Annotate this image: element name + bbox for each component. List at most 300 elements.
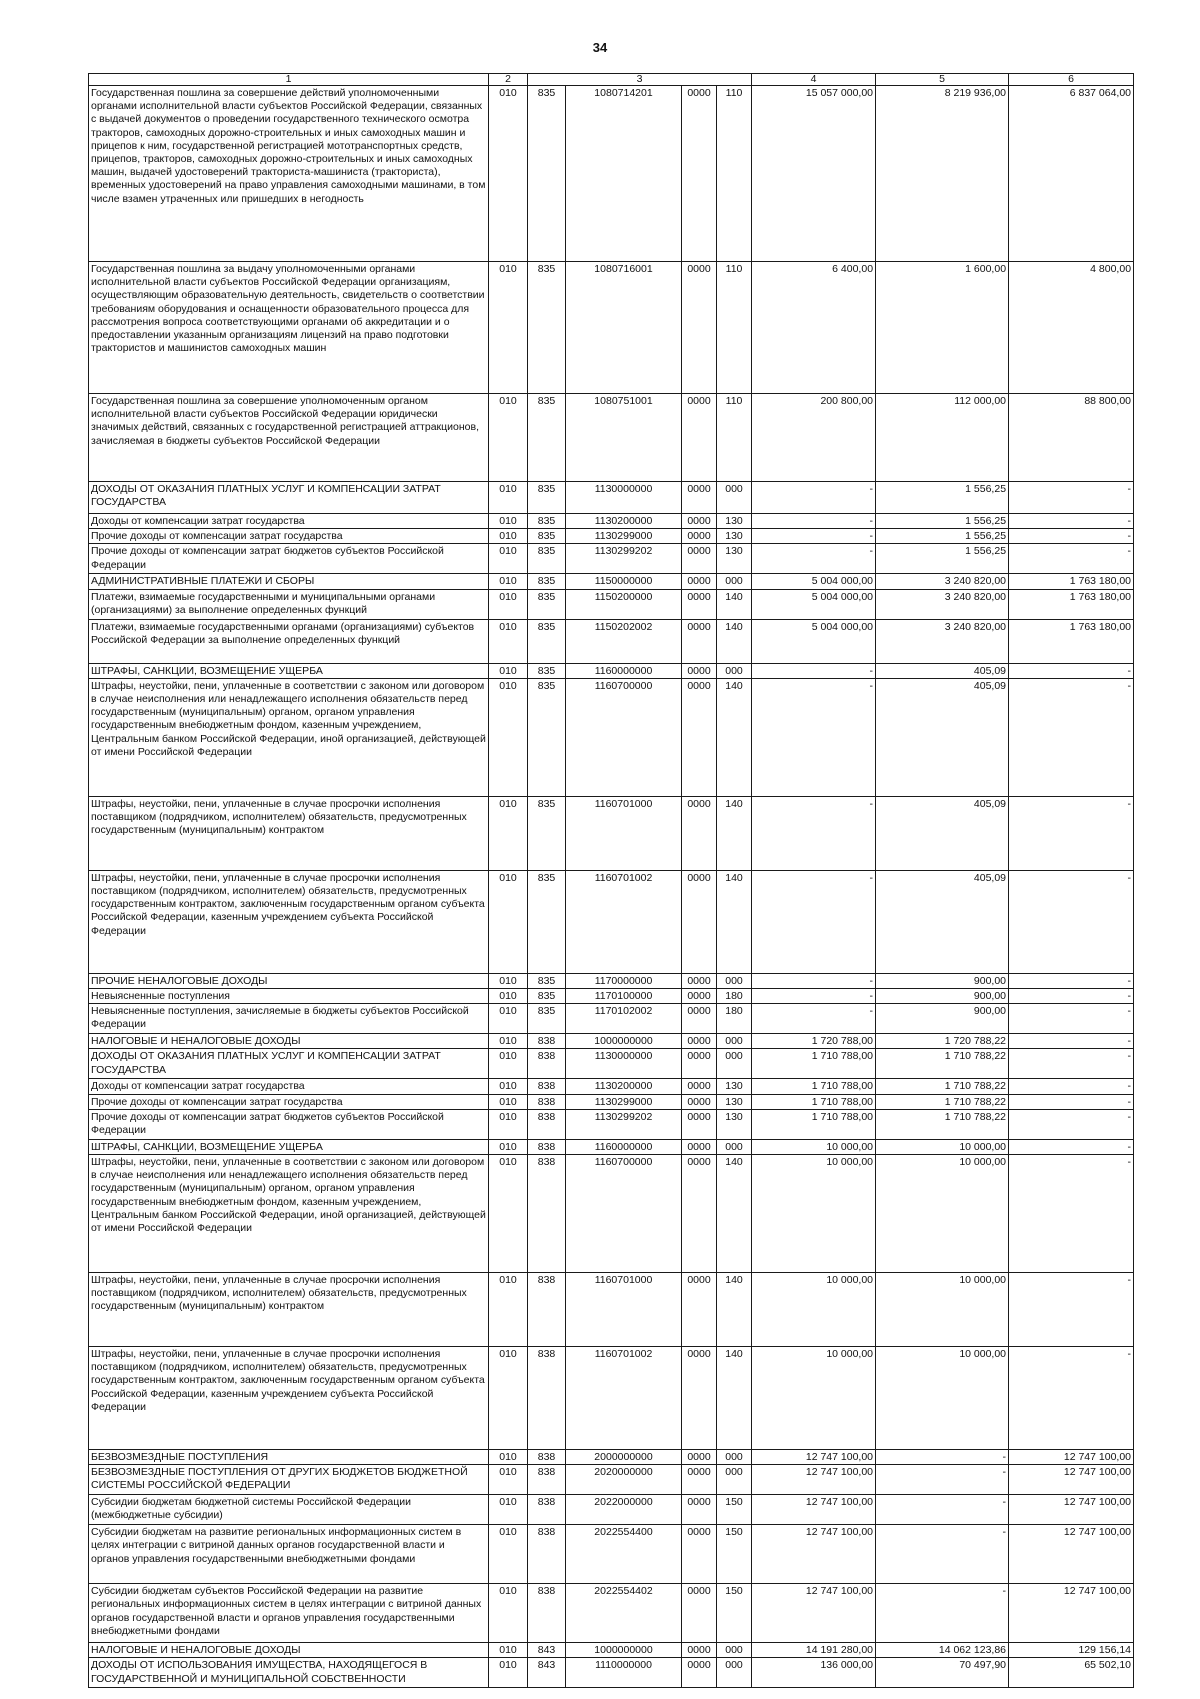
- row-amount-remaining-cell: -: [1009, 1079, 1134, 1094]
- table-row: [89, 870, 1134, 973]
- row-code-c-cell: 2022554402: [566, 1584, 682, 1643]
- row-code-a-cell: 010: [489, 1643, 528, 1658]
- row-amount-executed-cell: 10 000,00: [876, 1155, 1009, 1273]
- row-code-a-cell: 010: [489, 1273, 528, 1347]
- row-name-cell: Прочие доходы от компенсации затрат бюджетов субъектов Российской Федерации: [89, 544, 489, 574]
- table-row: [89, 678, 1134, 796]
- row-amount-remaining-cell: -: [1009, 482, 1134, 514]
- row-amount-approved-cell: 15 057 000,00: [752, 86, 876, 262]
- table-row: [89, 1139, 1134, 1154]
- row-amount-approved-cell: -: [752, 514, 876, 529]
- row-amount-executed-cell: -: [876, 1465, 1009, 1495]
- row-amount-approved-cell: 10 000,00: [752, 1273, 876, 1347]
- table-row: [89, 1465, 1134, 1495]
- row-code-a-cell: 010: [489, 1525, 528, 1584]
- row-amount-remaining-cell: 88 800,00: [1009, 394, 1134, 482]
- row-code-b-cell: 835: [528, 514, 566, 529]
- header-cell-1: 1: [89, 74, 489, 86]
- row-code-b-cell: 838: [528, 1049, 566, 1079]
- row-code-e-cell: 150: [717, 1525, 752, 1584]
- row-amount-executed-cell: 1 710 788,22: [876, 1079, 1009, 1094]
- row-amount-executed-cell: -: [876, 1525, 1009, 1584]
- row-code-c-cell: 1080751001: [566, 394, 682, 482]
- row-code-e-cell: 000: [717, 1034, 752, 1049]
- row-name-cell: ДОХОДЫ ОТ ОКАЗАНИЯ ПЛАТНЫХ УСЛУГ И КОМПЕНСАЦИИ ЗАТРАТ ГОСУДАРСТВА: [89, 1049, 489, 1079]
- row-name-cell: Доходы от компенсации затрат государства: [89, 1079, 489, 1094]
- row-code-e-cell: 130: [717, 1094, 752, 1109]
- row-code-a-cell: 010: [489, 1658, 528, 1688]
- row-code-c-cell: 1160701000: [566, 1273, 682, 1347]
- row-code-e-cell: 130: [717, 514, 752, 529]
- row-code-d-cell: 0000: [682, 678, 717, 796]
- row-amount-approved-cell: -: [752, 663, 876, 678]
- row-name-cell: ПРОЧИЕ НЕНАЛОГОВЫЕ ДОХОДЫ: [89, 973, 489, 988]
- row-code-b-cell: 835: [528, 262, 566, 394]
- row-amount-approved-cell: -: [752, 544, 876, 574]
- row-code-d-cell: 0000: [682, 529, 717, 544]
- row-code-e-cell: 140: [717, 1347, 752, 1450]
- row-amount-executed-cell: 1 720 788,22: [876, 1034, 1009, 1049]
- row-code-a-cell: 010: [489, 262, 528, 394]
- row-code-e-cell: 000: [717, 1139, 752, 1154]
- row-code-d-cell: 0000: [682, 86, 717, 262]
- row-amount-remaining-cell: 12 747 100,00: [1009, 1450, 1134, 1465]
- row-code-d-cell: 0000: [682, 1273, 717, 1347]
- row-code-d-cell: 0000: [682, 1004, 717, 1034]
- row-amount-approved-cell: 12 747 100,00: [752, 1465, 876, 1495]
- row-code-a-cell: 010: [489, 1584, 528, 1643]
- row-name-cell: Субсидии бюджетам субъектов Российской Федерации на развитие региональных информационных систем в целях интеграции с витриной данных органов государственной власти и органов управления государственными внебюджетными фондами: [89, 1584, 489, 1643]
- table-row: [89, 989, 1134, 1004]
- table-row: [89, 1347, 1134, 1450]
- row-amount-executed-cell: 70 497,90: [876, 1658, 1009, 1688]
- row-code-d-cell: 0000: [682, 1139, 717, 1154]
- row-code-d-cell: 0000: [682, 1155, 717, 1273]
- table-row: [89, 1079, 1134, 1094]
- row-code-a-cell: 010: [489, 1465, 528, 1495]
- row-code-e-cell: 000: [717, 1450, 752, 1465]
- row-code-d-cell: 0000: [682, 1584, 717, 1643]
- row-code-a-cell: 010: [489, 514, 528, 529]
- row-name-cell: Невыясненные поступления, зачисляемые в бюджеты субъектов Российской Федерации: [89, 1004, 489, 1034]
- row-amount-executed-cell: 1 710 788,22: [876, 1049, 1009, 1079]
- row-code-a-cell: 010: [489, 989, 528, 1004]
- row-amount-remaining-cell: -: [1009, 796, 1134, 870]
- row-amount-approved-cell: -: [752, 973, 876, 988]
- row-code-d-cell: 0000: [682, 574, 717, 589]
- row-name-cell: Государственная пошлина за выдачу уполномоченными органами исполнительной власти субъектов Российской Федерации организациям, осуществляющим образовательную деятельность, свидетельств о соответствии требованиям оборудования и оснащенности образовательного процесса для рассмотрения вопроса соответствующими органами об аккредитации и о предоставлении указанным организациям лицензий на право подготовки трактористов и машинистов самоходных машин: [89, 262, 489, 394]
- row-code-c-cell: 1170100000: [566, 989, 682, 1004]
- header-cell-2: 2: [489, 74, 528, 86]
- row-amount-approved-cell: 12 747 100,00: [752, 1584, 876, 1643]
- row-code-a-cell: 010: [489, 663, 528, 678]
- row-code-d-cell: 0000: [682, 1450, 717, 1465]
- row-amount-remaining-cell: -: [1009, 1347, 1134, 1450]
- row-code-c-cell: 1150200000: [566, 589, 682, 619]
- row-amount-approved-cell: 5 004 000,00: [752, 574, 876, 589]
- row-code-a-cell: 010: [489, 870, 528, 973]
- row-amount-remaining-cell: -: [1009, 1155, 1134, 1273]
- row-amount-remaining-cell: 12 747 100,00: [1009, 1495, 1134, 1525]
- row-code-a-cell: 010: [489, 796, 528, 870]
- row-code-a-cell: 010: [489, 973, 528, 988]
- row-amount-remaining-cell: -: [1009, 529, 1134, 544]
- row-amount-executed-cell: -: [876, 1450, 1009, 1465]
- row-code-b-cell: 838: [528, 1584, 566, 1643]
- row-amount-approved-cell: 5 004 000,00: [752, 589, 876, 619]
- table-row: [89, 619, 1134, 663]
- row-code-e-cell: 000: [717, 663, 752, 678]
- table-row: [89, 1584, 1134, 1643]
- row-code-e-cell: 000: [717, 482, 752, 514]
- row-code-e-cell: 140: [717, 870, 752, 973]
- row-amount-remaining-cell: 12 747 100,00: [1009, 1525, 1134, 1584]
- row-name-cell: ШТРАФЫ, САНКЦИИ, ВОЗМЕЩЕНИЕ УЩЕРБА: [89, 1139, 489, 1154]
- row-name-cell: Штрафы, неустойки, пени, уплаченные в случае просрочки исполнения поставщиком (подрядчиком, исполнителем) обязательств, предусмотренных государственным (муниципальным) контрактом: [89, 796, 489, 870]
- row-code-b-cell: 838: [528, 1139, 566, 1154]
- table-row: [89, 796, 1134, 870]
- table-row: [89, 1525, 1134, 1584]
- row-name-cell: Штрафы, неустойки, пени, уплаченные в случае просрочки исполнения поставщиком (подрядчиком, исполнителем) обязательств, предусмотренных государственным (муниципальным) контрактом: [89, 1273, 489, 1347]
- row-amount-remaining-cell: -: [1009, 1109, 1134, 1139]
- row-code-e-cell: 150: [717, 1584, 752, 1643]
- table-row: [89, 1004, 1134, 1034]
- row-code-a-cell: 010: [489, 529, 528, 544]
- row-code-c-cell: 1080716001: [566, 262, 682, 394]
- row-name-cell: НАЛОГОВЫЕ И НЕНАЛОГОВЫЕ ДОХОДЫ: [89, 1034, 489, 1049]
- row-code-e-cell: 000: [717, 574, 752, 589]
- row-code-e-cell: 180: [717, 989, 752, 1004]
- row-amount-remaining-cell: -: [1009, 544, 1134, 574]
- row-amount-remaining-cell: 4 800,00: [1009, 262, 1134, 394]
- row-amount-approved-cell: 10 000,00: [752, 1139, 876, 1154]
- row-amount-executed-cell: 900,00: [876, 1004, 1009, 1034]
- row-code-a-cell: 010: [489, 482, 528, 514]
- row-code-d-cell: 0000: [682, 482, 717, 514]
- row-code-c-cell: 1000000000: [566, 1643, 682, 1658]
- row-amount-remaining-cell: 12 747 100,00: [1009, 1465, 1134, 1495]
- row-code-c-cell: 1080714201: [566, 86, 682, 262]
- row-code-b-cell: 835: [528, 482, 566, 514]
- row-code-a-cell: 010: [489, 1049, 528, 1079]
- row-amount-executed-cell: 405,09: [876, 796, 1009, 870]
- row-code-a-cell: 010: [489, 1004, 528, 1034]
- row-amount-approved-cell: 5 004 000,00: [752, 619, 876, 663]
- row-code-b-cell: 843: [528, 1658, 566, 1688]
- row-name-cell: АДМИНИСТРАТИВНЫЕ ПЛАТЕЖИ И СБОРЫ: [89, 574, 489, 589]
- row-code-b-cell: 838: [528, 1465, 566, 1495]
- row-amount-executed-cell: 3 240 820,00: [876, 574, 1009, 589]
- row-code-e-cell: 110: [717, 394, 752, 482]
- row-code-d-cell: 0000: [682, 1079, 717, 1094]
- row-amount-executed-cell: 112 000,00: [876, 394, 1009, 482]
- row-code-d-cell: 0000: [682, 796, 717, 870]
- page-number: 34: [592, 40, 608, 55]
- row-code-a-cell: 010: [489, 1347, 528, 1450]
- row-code-c-cell: 1160701002: [566, 1347, 682, 1450]
- row-amount-remaining-cell: 6 837 064,00: [1009, 86, 1134, 262]
- row-code-d-cell: 0000: [682, 1049, 717, 1079]
- header-cell-4: 4: [752, 74, 876, 86]
- row-amount-approved-cell: 200 800,00: [752, 394, 876, 482]
- row-code-b-cell: 835: [528, 870, 566, 973]
- row-code-e-cell: 150: [717, 1495, 752, 1525]
- table-row: [89, 529, 1134, 544]
- row-code-c-cell: 1150000000: [566, 574, 682, 589]
- row-code-d-cell: 0000: [682, 262, 717, 394]
- row-amount-executed-cell: 1 556,25: [876, 482, 1009, 514]
- row-name-cell: Прочие доходы от компенсации затрат бюджетов субъектов Российской Федерации: [89, 1109, 489, 1139]
- row-code-d-cell: 0000: [682, 514, 717, 529]
- row-code-b-cell: 835: [528, 663, 566, 678]
- row-amount-remaining-cell: -: [1009, 514, 1134, 529]
- row-name-cell: БЕЗВОЗМЕЗДНЫЕ ПОСТУПЛЕНИЯ: [89, 1450, 489, 1465]
- row-code-b-cell: 838: [528, 1034, 566, 1049]
- row-amount-approved-cell: -: [752, 870, 876, 973]
- row-code-a-cell: 010: [489, 394, 528, 482]
- header-cell-3: 3: [528, 74, 752, 86]
- row-code-a-cell: 010: [489, 1034, 528, 1049]
- row-code-a-cell: 010: [489, 1495, 528, 1525]
- row-amount-approved-cell: 1 710 788,00: [752, 1109, 876, 1139]
- row-amount-approved-cell: -: [752, 678, 876, 796]
- row-code-e-cell: 140: [717, 1273, 752, 1347]
- row-code-d-cell: 0000: [682, 989, 717, 1004]
- table-row: [89, 86, 1134, 262]
- table-row: [89, 1034, 1134, 1049]
- row-amount-executed-cell: 14 062 123,86: [876, 1643, 1009, 1658]
- table-body: [89, 86, 1134, 1688]
- table-row: [89, 663, 1134, 678]
- row-amount-remaining-cell: -: [1009, 1034, 1134, 1049]
- table-row: [89, 1658, 1134, 1688]
- row-code-e-cell: 140: [717, 1155, 752, 1273]
- row-amount-executed-cell: 1 556,25: [876, 529, 1009, 544]
- row-amount-remaining-cell: -: [1009, 663, 1134, 678]
- row-amount-remaining-cell: -: [1009, 1049, 1134, 1079]
- row-name-cell: Невыясненные поступления: [89, 989, 489, 1004]
- revenue-table: [88, 73, 1134, 1688]
- row-code-c-cell: 1160701002: [566, 870, 682, 973]
- row-code-d-cell: 0000: [682, 619, 717, 663]
- row-name-cell: Государственная пошлина за совершение действий уполномоченными органами исполнительной власти субъектов Российской Федерации, связанных с выдачей документов о проведении государственного технического осмотра тракторов, самоходных дорожно-строительных и иных самоходных машин и прицепов к ним, государственной регистрацией мототранспортных средств, прицепов, тракторов, самоходных дорожно-строительных и иных самоходных машин, выдачей удостоверений тракториста-машиниста (тракториста), временных удостоверений на право управления самоходными машинами, в том числе взамен утраченных или пришедших в негодность: [89, 86, 489, 262]
- row-name-cell: Прочие доходы от компенсации затрат государства: [89, 1094, 489, 1109]
- table-row: [89, 589, 1134, 619]
- row-code-d-cell: 0000: [682, 1525, 717, 1584]
- table-row: [89, 1643, 1134, 1658]
- row-amount-remaining-cell: 1 763 180,00: [1009, 589, 1134, 619]
- row-code-a-cell: 010: [489, 86, 528, 262]
- row-code-e-cell: 130: [717, 529, 752, 544]
- row-code-c-cell: 1130200000: [566, 514, 682, 529]
- row-amount-executed-cell: 405,09: [876, 870, 1009, 973]
- row-amount-executed-cell: -: [876, 1584, 1009, 1643]
- row-code-e-cell: 130: [717, 1079, 752, 1094]
- row-amount-executed-cell: 1 556,25: [876, 544, 1009, 574]
- row-amount-remaining-cell: -: [1009, 989, 1134, 1004]
- row-code-c-cell: 1130000000: [566, 1049, 682, 1079]
- row-code-c-cell: 2022000000: [566, 1495, 682, 1525]
- row-code-c-cell: 1000000000: [566, 1034, 682, 1049]
- row-code-b-cell: 838: [528, 1495, 566, 1525]
- row-code-b-cell: 835: [528, 1004, 566, 1034]
- table-row: [89, 394, 1134, 482]
- row-amount-approved-cell: -: [752, 529, 876, 544]
- row-code-e-cell: 000: [717, 1643, 752, 1658]
- row-amount-approved-cell: 1 720 788,00: [752, 1034, 876, 1049]
- row-code-a-cell: 010: [489, 1450, 528, 1465]
- row-name-cell: Штрафы, неустойки, пени, уплаченные в случае просрочки исполнения поставщиком (подрядчиком, исполнителем) обязательств, предусмотренных государственным контрактом, заключенным государственным органом субъекта Российской Федерации, казенным учреждением субъекта Российской Федерации: [89, 870, 489, 973]
- row-code-b-cell: 838: [528, 1109, 566, 1139]
- row-name-cell: Субсидии бюджетам бюджетной системы Российской Федерации (межбюджетные субсидии): [89, 1495, 489, 1525]
- row-amount-remaining-cell: -: [1009, 1094, 1134, 1109]
- row-code-b-cell: 835: [528, 544, 566, 574]
- row-code-c-cell: 2022554400: [566, 1525, 682, 1584]
- row-amount-approved-cell: -: [752, 1004, 876, 1034]
- row-amount-remaining-cell: -: [1009, 973, 1134, 988]
- row-amount-executed-cell: 1 556,25: [876, 514, 1009, 529]
- row-code-a-cell: 010: [489, 1155, 528, 1273]
- row-code-b-cell: 835: [528, 394, 566, 482]
- header-cell-6: 6: [1009, 74, 1134, 86]
- row-amount-executed-cell: 10 000,00: [876, 1139, 1009, 1154]
- row-name-cell: ДОХОДЫ ОТ ИСПОЛЬЗОВАНИЯ ИМУЩЕСТВА, НАХОДЯЩЕГОСЯ В ГОСУДАРСТВЕННОЙ И МУНИЦИПАЛЬНОЙ СОБСТВЕННОСТИ: [89, 1658, 489, 1688]
- row-code-c-cell: 1130299000: [566, 529, 682, 544]
- row-amount-approved-cell: 1 710 788,00: [752, 1049, 876, 1079]
- row-amount-executed-cell: 1 600,00: [876, 262, 1009, 394]
- row-code-c-cell: 1110000000: [566, 1658, 682, 1688]
- table-row: [89, 262, 1134, 394]
- row-amount-approved-cell: 136 000,00: [752, 1658, 876, 1688]
- table-row: [89, 1109, 1134, 1139]
- row-code-b-cell: 835: [528, 574, 566, 589]
- row-code-b-cell: 835: [528, 86, 566, 262]
- row-amount-remaining-cell: 129 156,14: [1009, 1643, 1134, 1658]
- row-code-a-cell: 010: [489, 1139, 528, 1154]
- row-code-b-cell: 838: [528, 1273, 566, 1347]
- row-amount-executed-cell: 10 000,00: [876, 1273, 1009, 1347]
- row-name-cell: НАЛОГОВЫЕ И НЕНАЛОГОВЫЕ ДОХОДЫ: [89, 1643, 489, 1658]
- row-amount-approved-cell: -: [752, 482, 876, 514]
- row-code-e-cell: 180: [717, 1004, 752, 1034]
- row-amount-approved-cell: 12 747 100,00: [752, 1525, 876, 1584]
- row-code-c-cell: 1160700000: [566, 678, 682, 796]
- row-amount-approved-cell: 6 400,00: [752, 262, 876, 394]
- row-name-cell: Штрафы, неустойки, пени, уплаченные в случае просрочки исполнения поставщиком (подрядчиком, исполнителем) обязательств, предусмотренных государственным контрактом, заключенным государственным органом субъекта Российской Федерации, казенным учреждением субъекта Российской Федерации: [89, 1347, 489, 1450]
- row-code-e-cell: 140: [717, 678, 752, 796]
- row-amount-approved-cell: -: [752, 796, 876, 870]
- row-code-c-cell: 1160700000: [566, 1155, 682, 1273]
- row-code-b-cell: 838: [528, 1094, 566, 1109]
- row-amount-executed-cell: 8 219 936,00: [876, 86, 1009, 262]
- table-row: [89, 574, 1134, 589]
- row-amount-executed-cell: 1 710 788,22: [876, 1109, 1009, 1139]
- row-code-d-cell: 0000: [682, 1495, 717, 1525]
- row-amount-executed-cell: 900,00: [876, 989, 1009, 1004]
- row-code-d-cell: 0000: [682, 544, 717, 574]
- row-amount-approved-cell: 1 710 788,00: [752, 1094, 876, 1109]
- row-code-a-cell: 010: [489, 574, 528, 589]
- row-code-e-cell: 000: [717, 1658, 752, 1688]
- row-code-d-cell: 0000: [682, 1347, 717, 1450]
- row-name-cell: Субсидии бюджетам на развитие региональных информационных систем в целях интеграции с витриной данных органов государственной власти и органов управления государственными внебюджетными фондами: [89, 1525, 489, 1584]
- row-code-a-cell: 010: [489, 1079, 528, 1094]
- row-code-e-cell: 140: [717, 619, 752, 663]
- row-code-d-cell: 0000: [682, 394, 717, 482]
- table-row: [89, 1155, 1134, 1273]
- row-amount-approved-cell: 14 191 280,00: [752, 1643, 876, 1658]
- row-code-c-cell: 1160701000: [566, 796, 682, 870]
- row-code-e-cell: 000: [717, 1465, 752, 1495]
- row-code-a-cell: 010: [489, 678, 528, 796]
- table-row: [89, 1273, 1134, 1347]
- row-code-b-cell: 835: [528, 678, 566, 796]
- header-cell-5: 5: [876, 74, 1009, 86]
- row-code-e-cell: 000: [717, 1049, 752, 1079]
- row-amount-remaining-cell: -: [1009, 678, 1134, 796]
- row-code-e-cell: 130: [717, 1109, 752, 1139]
- row-code-d-cell: 0000: [682, 973, 717, 988]
- row-code-d-cell: 0000: [682, 1094, 717, 1109]
- row-code-c-cell: 1130200000: [566, 1079, 682, 1094]
- row-code-d-cell: 0000: [682, 1109, 717, 1139]
- row-amount-approved-cell: 12 747 100,00: [752, 1495, 876, 1525]
- row-code-d-cell: 0000: [682, 1643, 717, 1658]
- row-code-c-cell: 1130000000: [566, 482, 682, 514]
- row-code-a-cell: 010: [489, 544, 528, 574]
- row-amount-remaining-cell: 12 747 100,00: [1009, 1584, 1134, 1643]
- row-code-b-cell: 838: [528, 1525, 566, 1584]
- table-row: [89, 973, 1134, 988]
- row-code-e-cell: 140: [717, 796, 752, 870]
- row-code-c-cell: 1130299000: [566, 1094, 682, 1109]
- row-amount-approved-cell: -: [752, 989, 876, 1004]
- table-row: [89, 1094, 1134, 1109]
- row-code-d-cell: 0000: [682, 663, 717, 678]
- row-name-cell: Штрафы, неустойки, пени, уплаченные в соответствии с законом или договором в случае неисполнения или ненадлежащего исполнения обязательств перед государственным (муниципальным) органом, органом управления государственным внебюджетным фондом, казенным учреждением, Центральным банком Российской Федерации, иной организацией, действующей от имени Российской Федерации: [89, 1155, 489, 1273]
- row-amount-remaining-cell: 1 763 180,00: [1009, 619, 1134, 663]
- column-number-header-row: [89, 74, 1134, 86]
- row-amount-approved-cell: 10 000,00: [752, 1347, 876, 1450]
- row-code-a-cell: 010: [489, 619, 528, 663]
- row-amount-executed-cell: 10 000,00: [876, 1347, 1009, 1450]
- table-row: [89, 1495, 1134, 1525]
- row-code-b-cell: 838: [528, 1450, 566, 1465]
- row-code-d-cell: 0000: [682, 870, 717, 973]
- row-code-b-cell: 835: [528, 989, 566, 1004]
- row-code-c-cell: 1130299202: [566, 1109, 682, 1139]
- table-row: [89, 544, 1134, 574]
- row-code-e-cell: 110: [717, 262, 752, 394]
- row-name-cell: Платежи, взимаемые государственными органами (организациями) субъектов Российской Федерации за выполнение определенных функций: [89, 619, 489, 663]
- row-code-b-cell: 838: [528, 1347, 566, 1450]
- row-code-b-cell: 835: [528, 589, 566, 619]
- row-code-e-cell: 110: [717, 86, 752, 262]
- table-row: [89, 1450, 1134, 1465]
- row-code-a-cell: 010: [489, 1109, 528, 1139]
- table-row: [89, 514, 1134, 529]
- row-code-c-cell: 1130299202: [566, 544, 682, 574]
- row-amount-remaining-cell: -: [1009, 1139, 1134, 1154]
- row-amount-executed-cell: 1 710 788,22: [876, 1094, 1009, 1109]
- row-amount-remaining-cell: -: [1009, 870, 1134, 973]
- row-name-cell: ДОХОДЫ ОТ ОКАЗАНИЯ ПЛАТНЫХ УСЛУГ И КОМПЕНСАЦИИ ЗАТРАТ ГОСУДАРСТВА: [89, 482, 489, 514]
- row-amount-executed-cell: 3 240 820,00: [876, 589, 1009, 619]
- table-row: [89, 482, 1134, 514]
- row-code-e-cell: 140: [717, 589, 752, 619]
- row-code-c-cell: 1170102002: [566, 1004, 682, 1034]
- row-code-b-cell: 843: [528, 1643, 566, 1658]
